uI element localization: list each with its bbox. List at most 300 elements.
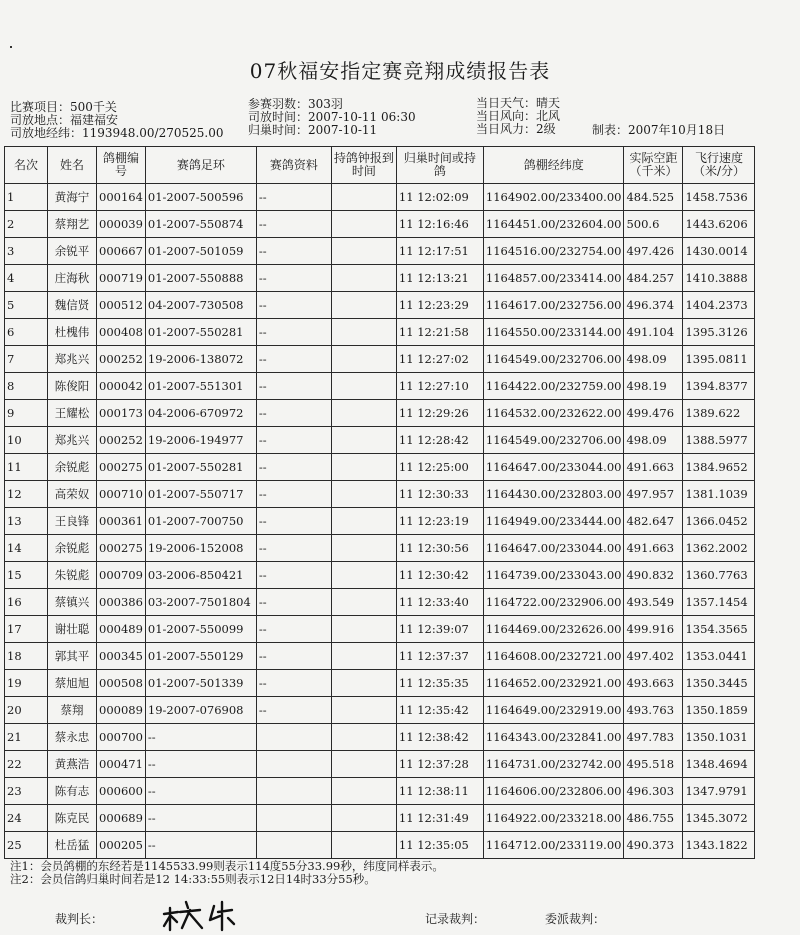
table-header-row <box>5 147 755 184</box>
table-row <box>5 292 755 319</box>
name-cell: 魏信贤 <box>48 292 97 319</box>
loft-id-cell: 000345 <box>97 643 146 670</box>
arrival-time-cell: 11 12:23:29 <box>396 292 483 319</box>
arrival-time-cell: 11 12:13:21 <box>396 265 483 292</box>
clock-report-cell <box>331 427 396 454</box>
table-row <box>5 427 755 454</box>
speed-cell: 1353.0441 <box>683 643 755 670</box>
name-cell: 郭其平 <box>48 643 97 670</box>
loft-coords-cell: 1164652.00/232921.00 <box>483 670 624 697</box>
table-row <box>5 238 755 265</box>
clock-report-cell <box>331 454 396 481</box>
rank-cell: 17 <box>5 616 48 643</box>
table-row <box>5 589 755 616</box>
name-cell: 郑兆兴 <box>48 346 97 373</box>
distance-cell: 497.426 <box>624 238 683 265</box>
name-cell: 朱锐彪 <box>48 562 97 589</box>
distance-cell: 499.916 <box>624 616 683 643</box>
column-header: 鸽棚编号 <box>97 147 146 184</box>
distance-cell: 499.476 <box>624 400 683 427</box>
ring-cell: 01-2007-550874 <box>145 211 256 238</box>
table-body <box>5 184 755 859</box>
loft-coords-cell: 1164617.00/232756.00 <box>483 292 624 319</box>
loft-coords-cell: 1164647.00/233044.00 <box>483 535 624 562</box>
ring-cell: -- <box>145 724 256 751</box>
release-coords-field: 司放地经纬：1193948.00/270525.00 <box>10 126 224 140</box>
clock-report-cell <box>331 589 396 616</box>
distance-cell: 491.663 <box>624 535 683 562</box>
pigeon-info-cell: -- <box>256 616 331 643</box>
rank-cell: 20 <box>5 697 48 724</box>
clock-report-cell <box>331 751 396 778</box>
arrival-time-cell: 11 12:33:40 <box>396 589 483 616</box>
distance-cell: 497.957 <box>624 481 683 508</box>
wind-direction-field: 当日风向：北风 <box>476 109 561 123</box>
speed-cell: 1458.7536 <box>683 184 755 211</box>
loft-id-cell: 000489 <box>97 616 146 643</box>
loft-coords-cell: 1164422.00/232759.00 <box>483 373 624 400</box>
table-row <box>5 724 755 751</box>
distance-cell: 486.755 <box>624 805 683 832</box>
wind-force-field: 当日风力：2级 <box>476 122 556 136</box>
distance-cell: 493.663 <box>624 670 683 697</box>
pigeon-info-cell: -- <box>256 643 331 670</box>
pigeon-info-cell <box>256 778 331 805</box>
speed-cell: 1357.1454 <box>683 589 755 616</box>
footnote-1: 注1：会员鸽棚的东经若是1145533.99则表示114度55分33.99秒，纬度同样表示。 <box>10 859 444 873</box>
ring-cell: 01-2007-551301 <box>145 373 256 400</box>
arrival-time-cell: 11 12:02:09 <box>396 184 483 211</box>
distance-cell: 495.518 <box>624 751 683 778</box>
loft-coords-cell: 1164922.00/233218.00 <box>483 805 624 832</box>
arrival-time-cell: 11 12:28:42 <box>396 427 483 454</box>
name-cell: 陈有志 <box>48 778 97 805</box>
loft-id-cell: 000173 <box>97 400 146 427</box>
speed-cell: 1388.5977 <box>683 427 755 454</box>
speed-cell: 1360.7763 <box>683 562 755 589</box>
name-cell: 蔡翔 <box>48 697 97 724</box>
arrival-time-cell: 11 12:35:05 <box>396 832 483 859</box>
clock-report-cell <box>331 481 396 508</box>
ring-cell: 01-2007-700750 <box>145 508 256 535</box>
recorder-referee-label: 记录裁判： <box>425 912 486 926</box>
speed-cell: 1347.9791 <box>683 778 755 805</box>
column-header: 持鸽钟报到时间 <box>331 147 396 184</box>
pigeon-info-cell: -- <box>256 508 331 535</box>
loft-id-cell: 000164 <box>97 184 146 211</box>
loft-coords-cell: 1164469.00/232626.00 <box>483 616 624 643</box>
ring-cell: 04-2006-670972 <box>145 400 256 427</box>
clock-report-cell <box>331 346 396 373</box>
loft-id-cell: 000089 <box>97 697 146 724</box>
ring-cell: -- <box>145 805 256 832</box>
speed-cell: 1350.3445 <box>683 670 755 697</box>
speed-cell: 1343.1822 <box>683 832 755 859</box>
arrival-time-cell: 11 12:37:28 <box>396 751 483 778</box>
clock-report-cell <box>331 265 396 292</box>
ring-cell: 01-2007-550099 <box>145 616 256 643</box>
table-row <box>5 481 755 508</box>
pigeon-info-cell: -- <box>256 589 331 616</box>
arrival-time-cell: 11 12:35:35 <box>396 670 483 697</box>
speed-cell: 1348.4694 <box>683 751 755 778</box>
clock-report-cell <box>331 697 396 724</box>
rank-cell: 21 <box>5 724 48 751</box>
table-row <box>5 832 755 859</box>
clock-report-cell <box>331 562 396 589</box>
speed-cell: 1443.6206 <box>683 211 755 238</box>
distance-cell: 496.374 <box>624 292 683 319</box>
distance-cell: 497.783 <box>624 724 683 751</box>
table-row <box>5 535 755 562</box>
name-cell: 高荣奴 <box>48 481 97 508</box>
clock-report-cell <box>331 508 396 535</box>
ring-cell: 01-2007-550888 <box>145 265 256 292</box>
loft-id-cell: 000275 <box>97 535 146 562</box>
loft-coords-cell: 1164739.00/233043.00 <box>483 562 624 589</box>
distance-cell: 482.647 <box>624 508 683 535</box>
loft-coords-cell: 1164649.00/232919.00 <box>483 697 624 724</box>
arrival-time-cell: 11 12:27:02 <box>396 346 483 373</box>
rank-cell: 5 <box>5 292 48 319</box>
table-row <box>5 751 755 778</box>
rank-cell: 8 <box>5 373 48 400</box>
speed-cell: 1350.1859 <box>683 697 755 724</box>
arrival-time-cell: 11 12:29:26 <box>396 400 483 427</box>
footnote-2: 注2：会员信鸽归巢时间若是12 14:33:55则表示12日14时33分55秒。 <box>10 872 376 886</box>
pigeon-info-cell: -- <box>256 400 331 427</box>
loft-coords-cell: 1164606.00/232806.00 <box>483 778 624 805</box>
rank-cell: 13 <box>5 508 48 535</box>
handwritten-signature <box>162 898 247 932</box>
name-cell: 陈克民 <box>48 805 97 832</box>
column-header: 归巢时间或持鸽 <box>396 147 483 184</box>
distance-cell: 496.303 <box>624 778 683 805</box>
table-row <box>5 670 755 697</box>
column-header: 赛鸽资料 <box>256 147 331 184</box>
rank-cell: 24 <box>5 805 48 832</box>
dispatch-referee-label: 委派裁判： <box>545 912 606 926</box>
page-title: 07秋福安指定赛竞翔成绩报告表 <box>249 59 551 83</box>
arrival-time-cell: 11 12:39:07 <box>396 616 483 643</box>
pigeon-info-cell: -- <box>256 184 331 211</box>
distance-cell: 498.09 <box>624 346 683 373</box>
arrival-time-cell: 11 12:25:00 <box>396 454 483 481</box>
speed-cell: 1366.0452 <box>683 508 755 535</box>
pigeon-info-cell <box>256 751 331 778</box>
table-row <box>5 184 755 211</box>
loft-id-cell: 000700 <box>97 724 146 751</box>
results-table <box>4 146 755 859</box>
loft-id-cell: 000386 <box>97 589 146 616</box>
speed-cell: 1381.1039 <box>683 481 755 508</box>
arrival-time-cell: 11 12:21:58 <box>396 319 483 346</box>
loft-id-cell: 000039 <box>97 211 146 238</box>
distance-cell: 498.19 <box>624 373 683 400</box>
clock-report-cell <box>331 400 396 427</box>
rank-cell: 4 <box>5 265 48 292</box>
rank-cell: 23 <box>5 778 48 805</box>
ring-cell: 01-2007-550129 <box>145 643 256 670</box>
ring-cell: 01-2007-501059 <box>145 238 256 265</box>
distance-cell: 497.402 <box>624 643 683 670</box>
speed-cell: 1389.622 <box>683 400 755 427</box>
loft-id-cell: 000689 <box>97 805 146 832</box>
loft-coords-cell: 1164608.00/232721.00 <box>483 643 624 670</box>
rank-cell: 12 <box>5 481 48 508</box>
table-row <box>5 508 755 535</box>
loft-coords-cell: 1164549.00/232706.00 <box>483 427 624 454</box>
distance-cell: 490.373 <box>624 832 683 859</box>
pigeon-info-cell: -- <box>256 670 331 697</box>
pigeon-info-cell: -- <box>256 535 331 562</box>
event-field: 比赛项目：500千关 <box>10 100 117 114</box>
rank-cell: 10 <box>5 427 48 454</box>
ring-cell: 04-2007-730508 <box>145 292 256 319</box>
rank-cell: 7 <box>5 346 48 373</box>
ring-cell: 01-2007-500596 <box>145 184 256 211</box>
loft-id-cell: 000709 <box>97 562 146 589</box>
arrival-time-cell: 11 12:30:42 <box>396 562 483 589</box>
clock-report-cell <box>331 832 396 859</box>
clock-report-cell <box>331 616 396 643</box>
table-row <box>5 778 755 805</box>
loft-id-cell: 000205 <box>97 832 146 859</box>
arrival-time-cell: 11 12:16:46 <box>396 211 483 238</box>
ring-cell: -- <box>145 778 256 805</box>
column-header: 姓名 <box>48 147 97 184</box>
loft-id-cell: 000512 <box>97 292 146 319</box>
name-cell: 王良锋 <box>48 508 97 535</box>
name-cell: 蔡翔艺 <box>48 211 97 238</box>
loft-id-cell: 000042 <box>97 373 146 400</box>
name-cell: 余锐平 <box>48 238 97 265</box>
arrival-time-cell: 11 12:38:11 <box>396 778 483 805</box>
clock-report-cell <box>331 292 396 319</box>
loft-id-cell: 000600 <box>97 778 146 805</box>
loft-id-cell: 000252 <box>97 346 146 373</box>
loft-coords-cell: 1164532.00/232622.00 <box>483 400 624 427</box>
ring-cell: -- <box>145 832 256 859</box>
name-cell: 余锐彪 <box>48 454 97 481</box>
pigeon-info-cell: -- <box>256 697 331 724</box>
meta-column-middle <box>248 97 416 136</box>
name-cell: 黄海宁 <box>48 184 97 211</box>
table-row <box>5 454 755 481</box>
table-row <box>5 616 755 643</box>
pigeon-info-cell: -- <box>256 562 331 589</box>
loft-id-cell: 000719 <box>97 265 146 292</box>
pigeon-info-cell: -- <box>256 319 331 346</box>
table-row <box>5 400 755 427</box>
clock-report-cell <box>331 535 396 562</box>
speed-cell: 1395.0811 <box>683 346 755 373</box>
scan-speck <box>10 46 12 48</box>
distance-cell: 484.525 <box>624 184 683 211</box>
ring-cell: 19-2006-194977 <box>145 427 256 454</box>
pigeon-info-cell: -- <box>256 265 331 292</box>
speed-cell: 1350.1031 <box>683 724 755 751</box>
clock-report-cell <box>331 805 396 832</box>
pigeon-info-cell: -- <box>256 481 331 508</box>
table-row <box>5 643 755 670</box>
arrival-time-cell: 11 12:37:37 <box>396 643 483 670</box>
distance-cell: 493.763 <box>624 697 683 724</box>
pigeon-info-cell: -- <box>256 211 331 238</box>
table-row <box>5 697 755 724</box>
pigeon-info-cell <box>256 805 331 832</box>
column-header: 实际空距（千米） <box>624 147 683 184</box>
rank-cell: 14 <box>5 535 48 562</box>
clock-report-cell <box>331 211 396 238</box>
loft-id-cell: 000667 <box>97 238 146 265</box>
name-cell: 谢壮聪 <box>48 616 97 643</box>
rank-cell: 6 <box>5 319 48 346</box>
loft-coords-cell: 1164516.00/232754.00 <box>483 238 624 265</box>
loft-coords-cell: 1164722.00/232906.00 <box>483 589 624 616</box>
clock-report-cell <box>331 724 396 751</box>
speed-cell: 1395.3126 <box>683 319 755 346</box>
loft-coords-cell: 1164647.00/233044.00 <box>483 454 624 481</box>
weather-field: 当日天气：晴天 <box>476 96 561 110</box>
pigeon-info-cell <box>256 724 331 751</box>
loft-coords-cell: 1164731.00/232742.00 <box>483 751 624 778</box>
table-row <box>5 805 755 832</box>
speed-cell: 1345.3072 <box>683 805 755 832</box>
rank-cell: 1 <box>5 184 48 211</box>
clock-report-cell <box>331 373 396 400</box>
loft-coords-cell: 1164430.00/232803.00 <box>483 481 624 508</box>
table-row <box>5 319 755 346</box>
ring-cell: -- <box>145 751 256 778</box>
pigeon-info-cell: -- <box>256 427 331 454</box>
meta-column-right <box>476 96 560 135</box>
table-row <box>5 211 755 238</box>
rank-cell: 19 <box>5 670 48 697</box>
column-header: 赛鸽足环 <box>145 147 256 184</box>
name-cell: 庄海秋 <box>48 265 97 292</box>
distance-cell: 493.549 <box>624 589 683 616</box>
loft-coords-cell: 1164712.00/233119.00 <box>483 832 624 859</box>
ring-cell: 01-2007-550281 <box>145 454 256 481</box>
arrival-time-cell: 11 12:17:51 <box>396 238 483 265</box>
speed-cell: 1362.2002 <box>683 535 755 562</box>
loft-coords-cell: 1164343.00/232841.00 <box>483 724 624 751</box>
arrival-time-cell: 11 12:27:10 <box>396 373 483 400</box>
distance-cell: 491.663 <box>624 454 683 481</box>
ring-cell: 01-2007-501339 <box>145 670 256 697</box>
column-header: 飞行速度（米/分） <box>683 147 755 184</box>
ring-cell: 01-2007-550717 <box>145 481 256 508</box>
speed-cell: 1394.8377 <box>683 373 755 400</box>
name-cell: 郑兆兴 <box>48 427 97 454</box>
location-field: 司放地点：福建福安 <box>10 113 119 127</box>
table-row <box>5 373 755 400</box>
ring-cell: 03-2006-850421 <box>145 562 256 589</box>
name-cell: 陈俊阳 <box>48 373 97 400</box>
name-cell: 杜岳猛 <box>48 832 97 859</box>
speed-cell: 1404.2373 <box>683 292 755 319</box>
distance-cell: 484.257 <box>624 265 683 292</box>
ring-cell: 01-2007-550281 <box>145 319 256 346</box>
speed-cell: 1384.9652 <box>683 454 755 481</box>
speed-cell: 1430.0014 <box>683 238 755 265</box>
report-date: 制表：2007年10月18日 <box>592 123 726 137</box>
loft-id-cell: 000508 <box>97 670 146 697</box>
loft-coords-cell: 1164451.00/232604.00 <box>483 211 624 238</box>
loft-coords-cell: 1164902.00/233400.00 <box>483 184 624 211</box>
ring-cell: 19-2007-076908 <box>145 697 256 724</box>
loft-id-cell: 000361 <box>97 508 146 535</box>
clock-report-cell <box>331 778 396 805</box>
loft-coords-cell: 1164949.00/233444.00 <box>483 508 624 535</box>
meta-column-left <box>10 100 223 139</box>
name-cell: 余锐彪 <box>48 535 97 562</box>
ring-cell: 03-2007-7501804 <box>145 589 256 616</box>
rank-cell: 3 <box>5 238 48 265</box>
column-header: 名次 <box>5 147 48 184</box>
rank-cell: 2 <box>5 211 48 238</box>
pigeon-info-cell: -- <box>256 346 331 373</box>
chief-referee-label: 裁判长： <box>55 912 104 926</box>
pigeon-info-cell: -- <box>256 292 331 319</box>
arrival-time-cell: 11 12:23:19 <box>396 508 483 535</box>
pigeon-info-cell: -- <box>256 454 331 481</box>
loft-id-cell: 000471 <box>97 751 146 778</box>
clock-report-cell <box>331 238 396 265</box>
arrival-time-cell: 11 12:30:33 <box>396 481 483 508</box>
speed-cell: 1410.3888 <box>683 265 755 292</box>
loft-coords-cell: 1164857.00/233414.00 <box>483 265 624 292</box>
ring-cell: 19-2006-152008 <box>145 535 256 562</box>
table-row <box>5 265 755 292</box>
arrival-time-cell: 11 12:31:49 <box>396 805 483 832</box>
release-time-field: 司放时间：2007-10-11 06:30 <box>248 110 416 124</box>
pigeon-info-cell: -- <box>256 373 331 400</box>
pigeon-info-cell: -- <box>256 238 331 265</box>
arrival-time-cell: 11 12:38:42 <box>396 724 483 751</box>
distance-cell: 491.104 <box>624 319 683 346</box>
loft-id-cell: 000252 <box>97 427 146 454</box>
speed-cell: 1354.3565 <box>683 616 755 643</box>
table-row <box>5 562 755 589</box>
distance-cell: 498.09 <box>624 427 683 454</box>
rank-cell: 18 <box>5 643 48 670</box>
name-cell: 黄燕浩 <box>48 751 97 778</box>
table-row <box>5 346 755 373</box>
clock-report-cell <box>331 670 396 697</box>
name-cell: 蔡旭旭 <box>48 670 97 697</box>
loft-id-cell: 000710 <box>97 481 146 508</box>
rank-cell: 16 <box>5 589 48 616</box>
name-cell: 杜槐伟 <box>48 319 97 346</box>
clock-report-cell <box>331 643 396 670</box>
clock-report-cell <box>331 319 396 346</box>
name-cell: 蔡永忠 <box>48 724 97 751</box>
loft-coords-cell: 1164549.00/232706.00 <box>483 346 624 373</box>
loft-id-cell: 000275 <box>97 454 146 481</box>
pigeon-info-cell <box>256 832 331 859</box>
distance-cell: 490.832 <box>624 562 683 589</box>
rank-cell: 22 <box>5 751 48 778</box>
arrival-time-cell: 11 12:30:56 <box>396 535 483 562</box>
name-cell: 蔡镇兴 <box>48 589 97 616</box>
ring-cell: 19-2006-138072 <box>145 346 256 373</box>
footnotes <box>10 860 444 886</box>
column-header: 鸽棚经纬度 <box>483 147 624 184</box>
rank-cell: 15 <box>5 562 48 589</box>
entries-field: 参赛羽数：303羽 <box>248 97 343 111</box>
